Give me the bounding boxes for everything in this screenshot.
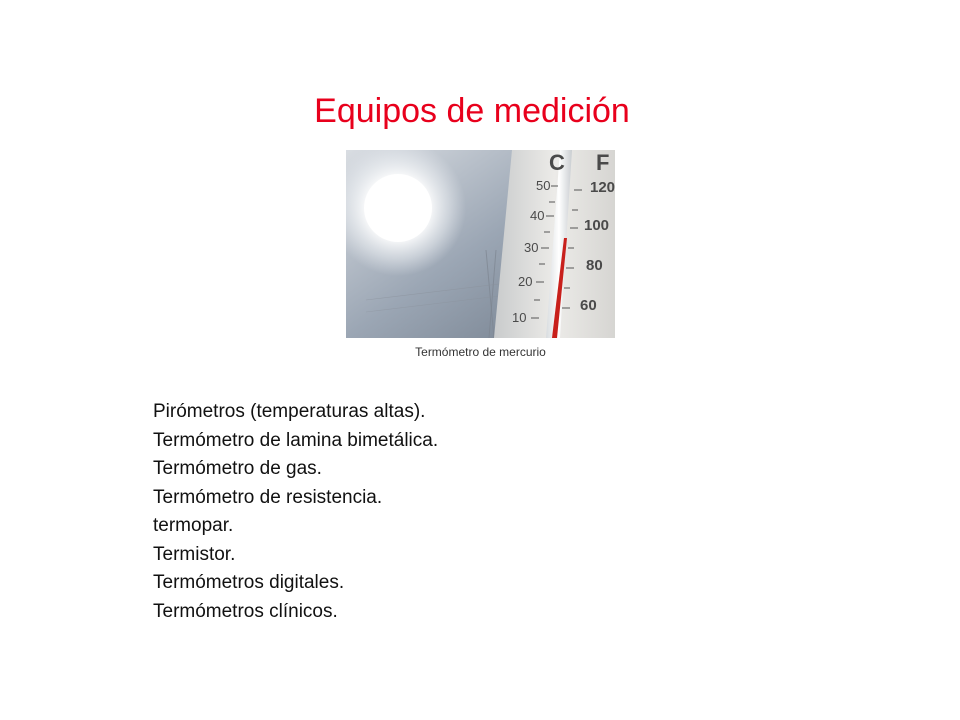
list-item: Termómetro de gas. [153,458,322,479]
fahrenheit-tick: 120 [590,179,615,196]
instrument-list [153,398,438,626]
image-caption: Termómetro de mercurio [415,345,546,359]
fahrenheit-tick: 60 [580,297,597,314]
list-item: Pirómetros (temperaturas altas). [153,401,426,422]
list-item: Termómetros digitales. [153,572,345,593]
celsius-tick: 20 [518,274,533,289]
fahrenheit-tick: 100 [584,217,610,234]
celsius-tick: 30 [524,240,539,255]
list-item: Termómetros clínicos. [153,600,338,622]
fahrenheit-tick: 80 [586,257,603,274]
celsius-tick: 50 [536,178,551,193]
fahrenheit-label: F [596,150,610,175]
list-item: termopar. [153,515,234,536]
list-item: Termómetro de lamina bimetálica. [153,429,439,451]
celsius-tick: 40 [530,208,545,223]
celsius-tick: 10 [512,310,527,325]
slide-title: Equipos de medición [314,92,630,130]
celsius-label: C [549,150,565,175]
list-item: Termómetro de resistencia. [153,486,383,508]
thermometer-photo [346,150,615,338]
list-item: Termistor. [153,543,236,565]
